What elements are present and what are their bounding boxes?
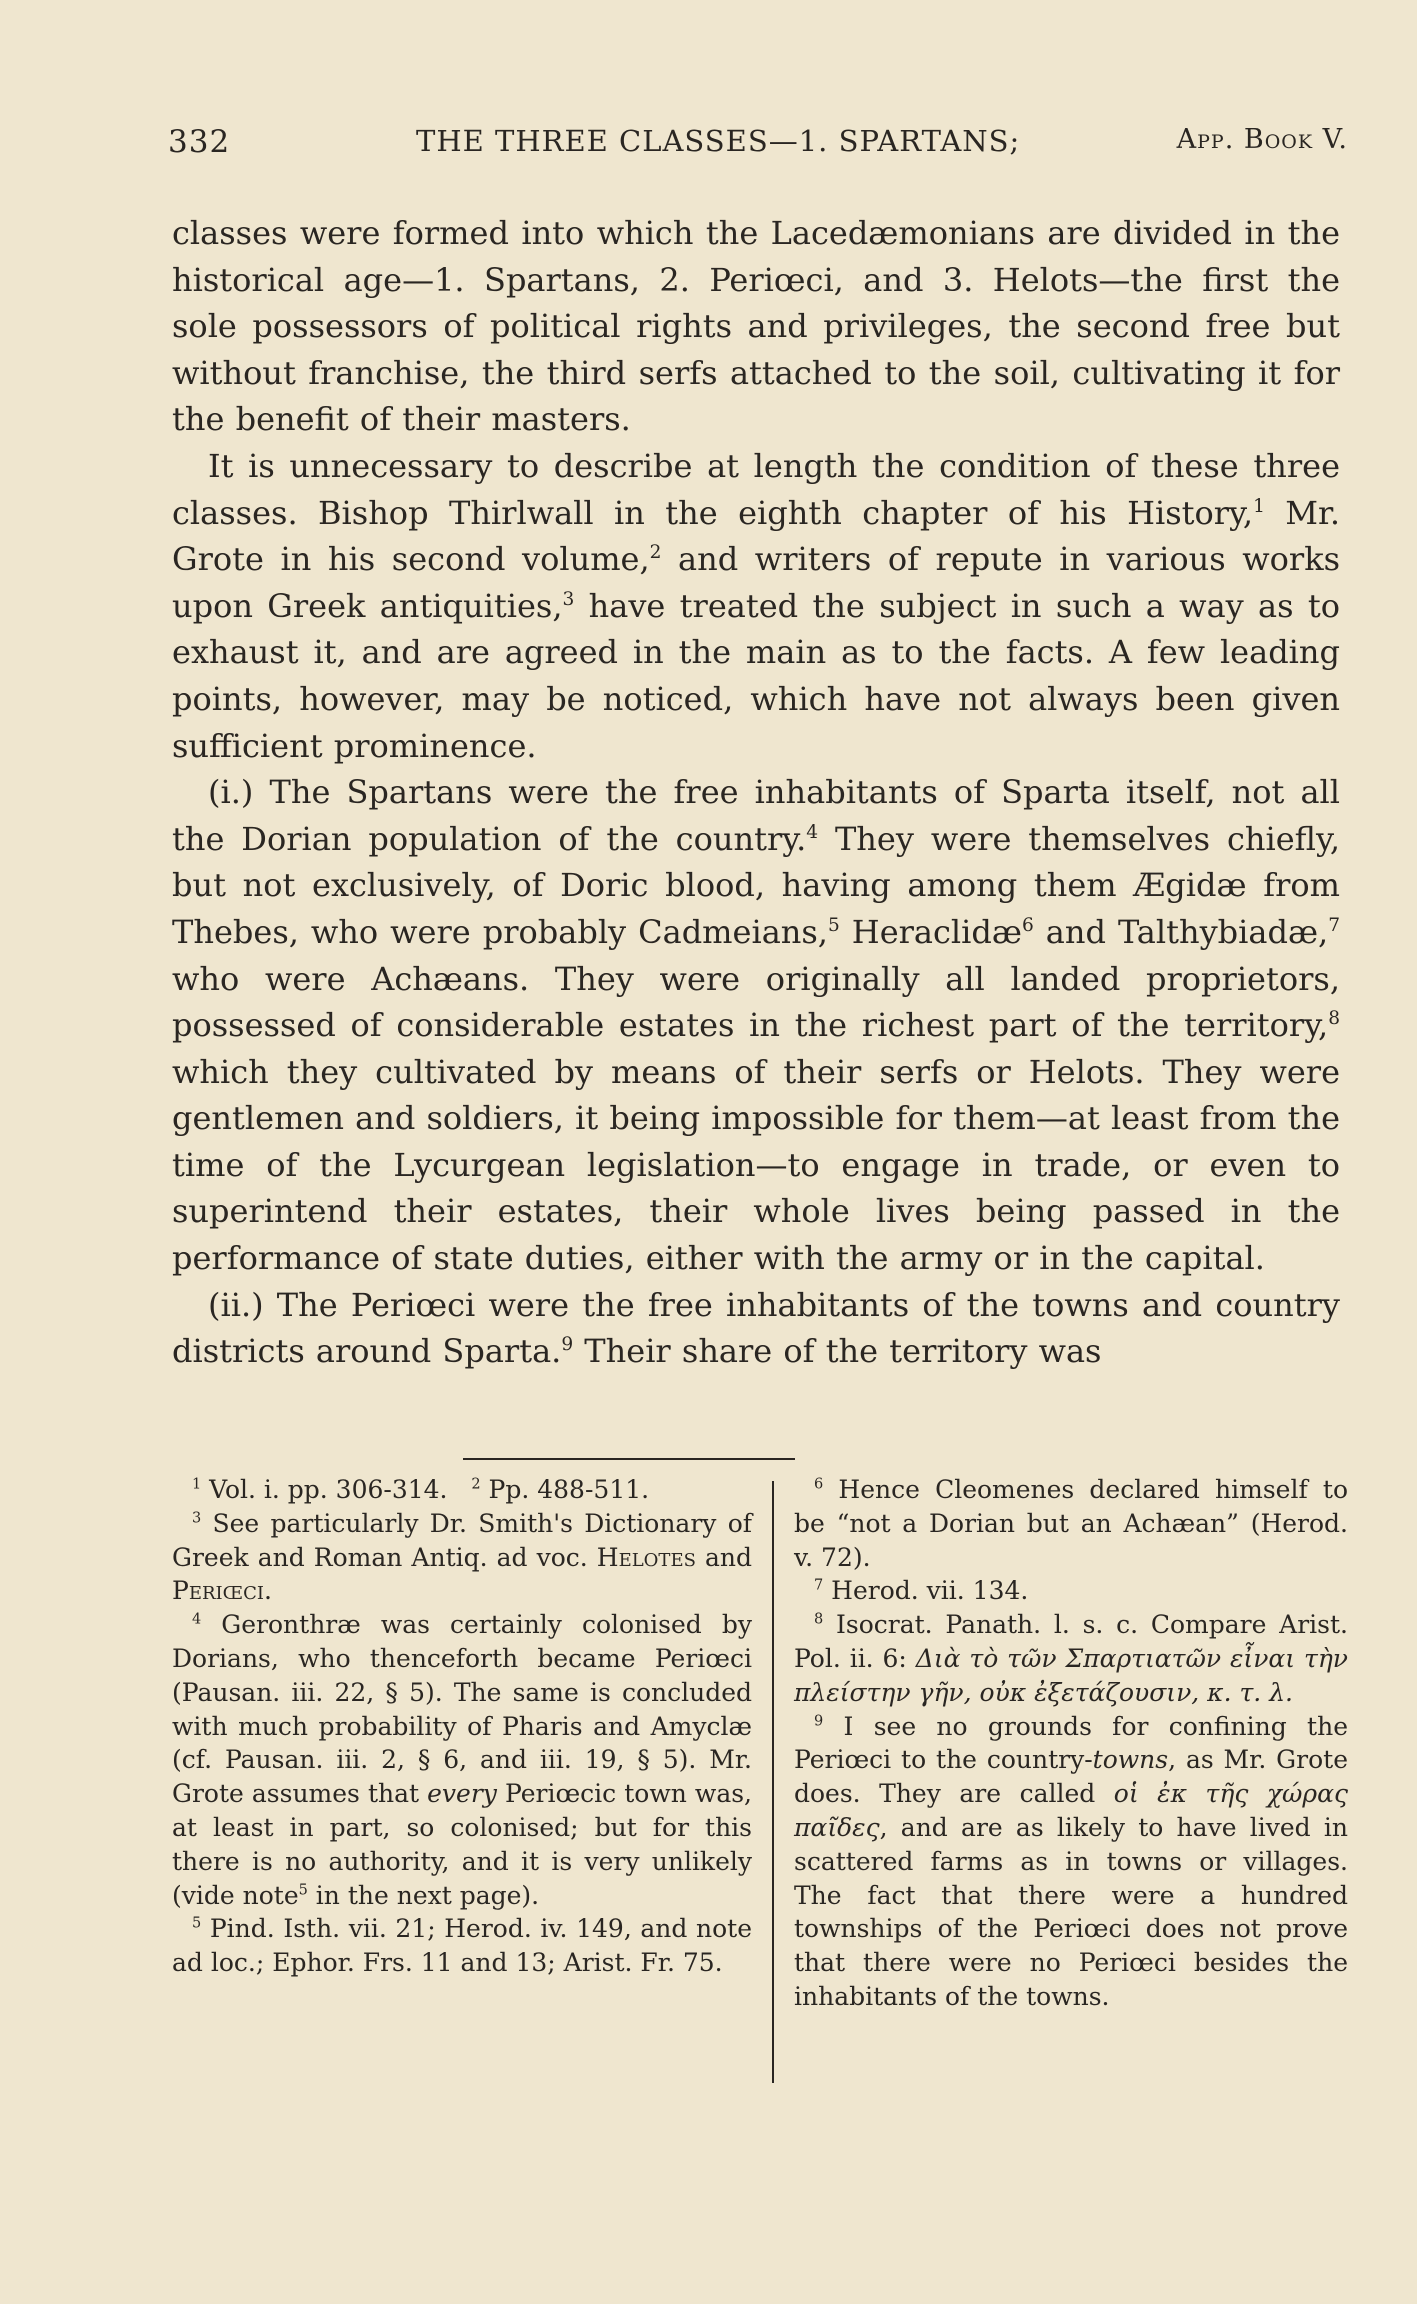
footnote-ref: 9 bbox=[561, 1334, 574, 1356]
footnote-ref: 3 bbox=[562, 588, 575, 610]
footnotes-left-column bbox=[172, 1473, 752, 1980]
running-title: THE THREE CLASSES—1. SPARTANS; bbox=[416, 124, 1021, 158]
footnote-ref: 8 bbox=[1328, 1008, 1340, 1030]
footnote-ref: 7 bbox=[1328, 914, 1341, 936]
footnote-8: $^8$ Isocrat. Panath. l. s. c. Compare Arist. Pol. ii. 6: Διὰ τὸ τῶν Σπαρτιατῶν εἶναι τὴν πλείστην γῆν, οὐκ ἐξετάζουσιν, κ. τ. λ. bbox=[794, 1610, 1348, 1707]
footnote-rule bbox=[463, 1458, 795, 1460]
footnotes bbox=[172, 1473, 1348, 2093]
paragraph-4: (ii.) The Periœci were the free inhabitants of the towns and country districts around Sparta.$^9$ Their share of the territory was bbox=[172, 1285, 1340, 1371]
footnote-ref: 4 bbox=[806, 821, 819, 843]
paragraph-2: It is unnecessary to describe at length the condition of these three classes. Bishop Thirlwall in the eighth chapter of his History,$^1$ Mr. Grote in his second volume,$^2$ and writers of repute in various works upon Greek antiquities,$^3$ have treated the subject in such a way as to exhaust it, and are agreed in the main as to the facts. A few leading points, however, may be noticed, which have not always been given sufficient prominence. bbox=[172, 446, 1341, 765]
body-text bbox=[172, 210, 1340, 1375]
column-divider bbox=[772, 1481, 774, 2083]
footnote-ref: 5 bbox=[827, 914, 840, 936]
footnote-1-2: $^1$ Vol. i. pp. 306-314. $^2$ Pp. 488-511. bbox=[192, 1475, 650, 1504]
paragraph-3: (i.) The Spartans were the free inhabitants of Sparta itself, not all the Dorian population of the country.$^4$ They were themselves chiefly, but not exclusively, of Doric blood, having among them Ægidæ from Thebes, who were probably Cadmeians,$^5$ Heraclidæ$^6$ and Talthybiadæ,$^7$ who were Achæans. They were originally all landed proprietors, possessed of considerable estates in the richest part of the territory,$^8$ which they cultivated by means of their serfs or Helots. They were gentlemen and soldiers, it being impossible for them—at least from the time of the Lycurgean legislation—to engage in trade, or even to superintend their estates, their whole lives being passed in the performance of state duties, either with the army or in the capital. bbox=[172, 773, 1341, 1278]
footnote-6: $^6$ Hence Cleomenes declared himself to be “not a Dorian but an Achæan” (Herod. v. 72). bbox=[794, 1475, 1348, 1572]
running-header bbox=[168, 124, 1348, 176]
footnote-5: $^5$ Pind. Isth. vii. 21; Herod. iv. 149, and note ad loc.; Ephor. Frs. 11 and 13; Arist. Fr. 75. bbox=[172, 1914, 752, 1978]
footnote-4: $^4$ Geronthræ was certainly colonised by Dorians, who thenceforth became Periœci (Pausan. iii. 22, § 5). The same is concluded with much probability of Pharis and Amyclæ (cf. Pausan. iii. 2, § 6, and iii. 19, § 5). Mr. Grote assumes that every Periœcic town was, at least in part, so colonised; but for this there is no authority, and it is very unlikely (vide note$^5$ in the next page). bbox=[172, 1610, 752, 1910]
footnote-ref: 2 bbox=[649, 542, 662, 564]
footnote-3: $^3$ See particularly Dr. Smith's Dictionary of Greek and Roman Antiq. ad voc. Helotes and Periœci. bbox=[172, 1508, 752, 1606]
footnote-9: $^9$ I see no grounds for confining the Periœci to the country-towns, as Mr. Grote does. They are called οἱ ἐκ τῆς χώρας παῖδες, and are as likely to have lived in scattered farms as in towns or villages. The fact that there were a hundred townships of the Periœci does not prove that there were no Periœci besides the inhabitants of the towns. bbox=[794, 1711, 1348, 2011]
footnote-ref: 6 bbox=[1021, 914, 1034, 936]
paragraph-1: classes were formed into which the Lacedæmonians are divided in the historical age—1. Spartans, 2. Periœci, and 3. Helots—the first the sole possessors of political rights and privileges, the second free but without franchise, the third serfs attached to the soil, cultivating it for the benefit of their masters. bbox=[172, 214, 1340, 439]
footnotes-right-column bbox=[794, 1473, 1348, 2014]
page-number: 332 bbox=[168, 124, 231, 160]
footnote-ref: 1 bbox=[1253, 495, 1265, 517]
footnote-7: $^7$ Herod. vii. 134. bbox=[814, 1576, 1029, 1606]
section-label: App. Book V. bbox=[1176, 124, 1348, 155]
